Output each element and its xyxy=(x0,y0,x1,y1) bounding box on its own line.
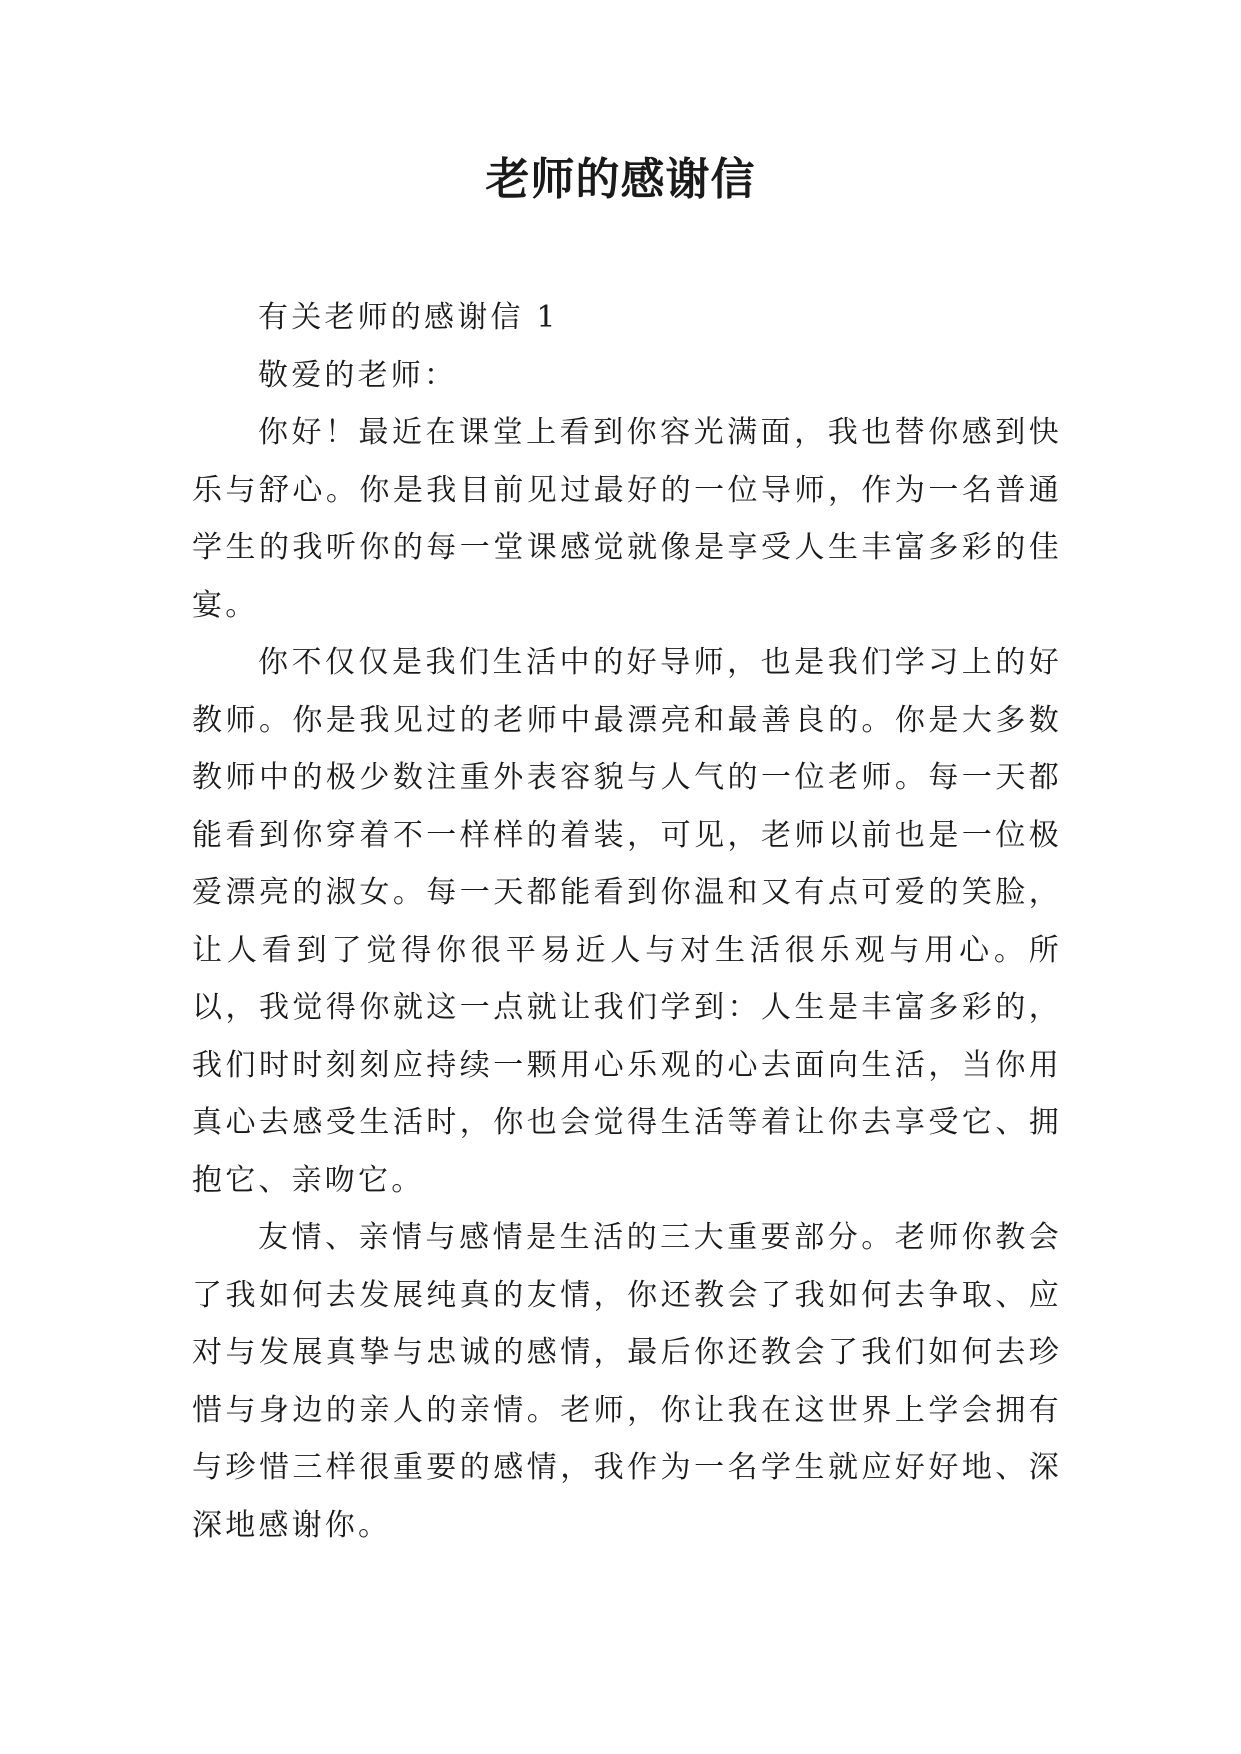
document-body xyxy=(192,289,1062,1554)
document-title: 老师的感谢信 xyxy=(485,154,756,205)
paragraph-2: 你不仅仅是我们生活中的好导师，也是我们学习上的好教师。你是我见过的老师中最漂亮和最善良的。你是大多数教师中的极少数注重外表容貌与人气的一位老师。每一天都能看到你穿着不一样样的着装，可见，老师以前也是一位极爱漂亮的淑女。每一天都能看到你温和又有点可爱的笑脸，让人看到了觉得你很平易近人与对生活很乐观与用心。所以，我觉得你就这一点就让我们学到：人生是丰富多彩的，我们时时刻刻应持续一颗用心乐观的心去面向生活，当你用真心去感受生活时，你也会觉得生活等着让你去享受它、拥抱它、亲吻它。 xyxy=(192,645,1062,1198)
paragraph-1: 你好！最近在课堂上看到你容光满面，我也替你感到快乐与舒心。你是我目前见过最好的一位导师，作为一名普通学生的我听你的每一堂课感觉就像是享受人生丰富多彩的佳宴。 xyxy=(192,415,1062,623)
paragraph-3: 友情、亲情与感情是生活的三大重要部分。老师你教会了我如何去发展纯真的友情，你还教会了我如何去争取、应对与发展真挚与忠诚的感情，最后你还教会了我们如何去珍惜与身边的亲人的亲情。老师，你让我在这世界上学会拥有与珍惜三样很重要的感情，我作为一名学生就应好好地、深深地感谢你。 xyxy=(192,1220,1062,1543)
letter-heading: 有关老师的感谢信 1 xyxy=(258,300,559,335)
letter-salutation: 敬爱的老师： xyxy=(258,357,458,393)
